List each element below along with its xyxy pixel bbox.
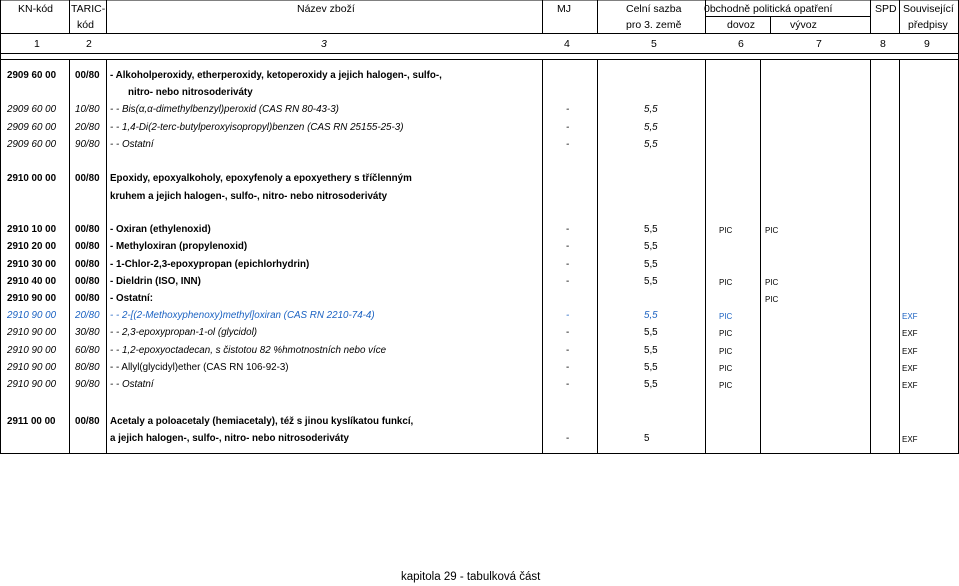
description: Acetaly a poloacetaly (hemiacetaly), též s jinou kyslíkatou funkcí, [110,416,414,427]
duty-rate: 5,5 [644,362,658,373]
col-number-3: 3 [321,38,327,50]
duty-rate: 5,5 [644,276,658,287]
unit: - [566,139,570,150]
description: - - Ostatní [110,139,154,150]
related-regulation: EXF [902,329,918,338]
duty-rate: 5,5 [644,310,658,321]
col-header-dovoz: dovoz [727,19,756,31]
unit: - [566,241,570,252]
duty-rate: 5,5 [644,104,658,115]
taric-code: 20/80 [75,310,100,321]
col-header-celni-sazba: Celní sazba [626,3,682,15]
col-header-nazev-zbozi: Název zboží [297,3,355,15]
related-regulation: EXF [902,347,918,356]
taric-code: 00/80 [75,241,100,252]
import-measure: PIC [719,329,733,338]
taric-code: 00/80 [75,259,100,270]
description: - 1-Chlor-2,3-epoxypropan (epichlorhydrin) [110,259,310,270]
unit: - [566,433,570,444]
col-header-souvisejici: Související [903,3,954,15]
description: - Dieldrin (ISO, INN) [110,276,201,287]
kn-code: 2910 00 00 [7,173,57,184]
unit: - [566,122,570,133]
col-header-mj: MJ [557,3,571,15]
description: a jejich halogen-, sulfo-, nitro- nebo nitrosoderiváty [110,433,349,444]
kn-code: 2909 60 00 [7,122,57,133]
import-measure: PIC [719,364,733,373]
import-measure: PIC [719,381,733,390]
kn-code: 2910 90 00 [7,362,57,373]
taric-code: 80/80 [75,362,100,373]
unit: - [566,276,570,287]
unit: - [566,362,570,373]
taric-code: 00/80 [75,70,100,81]
col-header-taric: TARIC- [71,3,106,15]
col-header-vyvoz: vývoz [790,19,817,31]
related-regulation: EXF [902,381,918,390]
col-number-7: 7 [816,38,822,50]
kn-code: 2910 10 00 [7,224,57,235]
duty-rate: 5,5 [644,327,658,338]
col-header-spd: SPD [875,3,897,15]
duty-rate: 5,5 [644,122,658,133]
description: - - 1,4-Di(2-terc-butylperoxyisopropyl)benzen (CAS RN 25155-25-3) [110,122,404,133]
taric-code: 00/80 [75,416,100,427]
col-number-2: 2 [86,38,92,50]
kn-code: 2909 60 00 [7,70,57,81]
col-header-pro-3-zeme: pro 3. země [626,19,682,31]
description: - - Ostatní [110,379,154,390]
col-header-kod: kód [77,19,94,31]
col-header-obchodne-politicka: 0bchodně politická opatření [704,3,833,15]
related-regulation: EXF [902,435,918,444]
taric-code: 30/80 [75,327,100,338]
taric-code: 10/80 [75,104,100,115]
kn-code: 2909 60 00 [7,104,57,115]
col-number-4: 4 [564,38,570,50]
description: kruhem a jejich halogen-, sulfo-, nitro- nebo nitrosoderiváty [110,191,388,202]
description: - - 1,2-epoxyoctadecan, s čistotou 82 %hmotnostních nebo více [110,345,387,356]
description: - - Bis(α,α-dimethylbenzyl)peroxid (CAS RN 80-43-3) [110,104,339,115]
import-measure: PIC [719,347,733,356]
related-regulation: EXF [902,364,918,373]
description: nitro- nebo nitrosoderiváty [128,87,253,98]
taric-code: 00/80 [75,293,100,304]
duty-rate: 5,5 [644,259,658,270]
export-measure: PIC [765,295,779,304]
taric-code: 00/80 [75,276,100,287]
related-regulation: EXF [902,312,918,321]
taric-code: 90/80 [75,139,100,150]
unit: - [566,310,570,321]
col-number-8: 8 [880,38,886,50]
export-measure: PIC [765,278,779,287]
taric-code: 20/80 [75,122,100,133]
kn-code: 2910 90 00 [7,310,57,321]
page-footer: kapitola 29 - tabulková část [401,571,541,583]
col-number-6: 6 [738,38,744,50]
description: - Methyloxiran (propylenoxid) [110,241,248,252]
col-header-kn-kod: KN-kód [18,3,54,15]
kn-code: 2910 30 00 [7,259,57,270]
duty-rate: 5,5 [644,241,658,252]
unit: - [566,345,570,356]
description: Epoxidy, epoxyalkoholy, epoxyfenoly a epoxyethery s tříčlenným [110,173,412,184]
col-number-5: 5 [651,38,657,50]
description: - - 2,3-epoxypropan-1-ol (glycidol) [110,327,258,338]
kn-code: 2910 90 00 [7,327,57,338]
description: - Oxiran (ethylenoxid) [110,224,211,235]
taric-code: 90/80 [75,379,100,390]
duty-rate: 5,5 [644,379,658,390]
duty-rate: 5,5 [644,139,658,150]
kn-code: 2909 60 00 [7,139,57,150]
kn-code: 2910 40 00 [7,276,57,287]
duty-rate: 5,5 [644,224,658,235]
duty-rate: 5,5 [644,345,658,356]
duty-rate: 5 [644,433,650,444]
unit: - [566,379,570,390]
col-number-1: 1 [34,38,40,50]
kn-code: 2910 90 00 [7,293,57,304]
kn-code: 2910 90 00 [7,345,57,356]
unit: - [566,259,570,270]
unit: - [566,224,570,235]
description: - Alkoholperoxidy, etherperoxidy, ketoperoxidy a jejich halogen-, sulfo-, [110,70,442,81]
taric-code: 00/80 [75,173,100,184]
description: - - 2-[(2-Methoxyphenoxy)methyl]oxiran (CAS RN 2210-74-4) [110,310,375,321]
taric-code: 60/80 [75,345,100,356]
export-measure: PIC [765,226,779,235]
import-measure: PIC [719,226,733,235]
import-measure: PIC [719,278,733,287]
import-measure: PIC [719,312,733,321]
unit: - [566,104,570,115]
col-number-9: 9 [924,38,930,50]
kn-code: 2910 20 00 [7,241,57,252]
col-header-predpisy: předpisy [908,19,948,31]
description: - - Allyl(glycidyl)ether (CAS RN 106-92-3) [110,362,289,373]
kn-code: 2911 00 00 [7,416,56,427]
unit: - [566,327,570,338]
kn-code: 2910 90 00 [7,379,57,390]
taric-code: 00/80 [75,224,100,235]
description: - Ostatní: [110,293,153,304]
